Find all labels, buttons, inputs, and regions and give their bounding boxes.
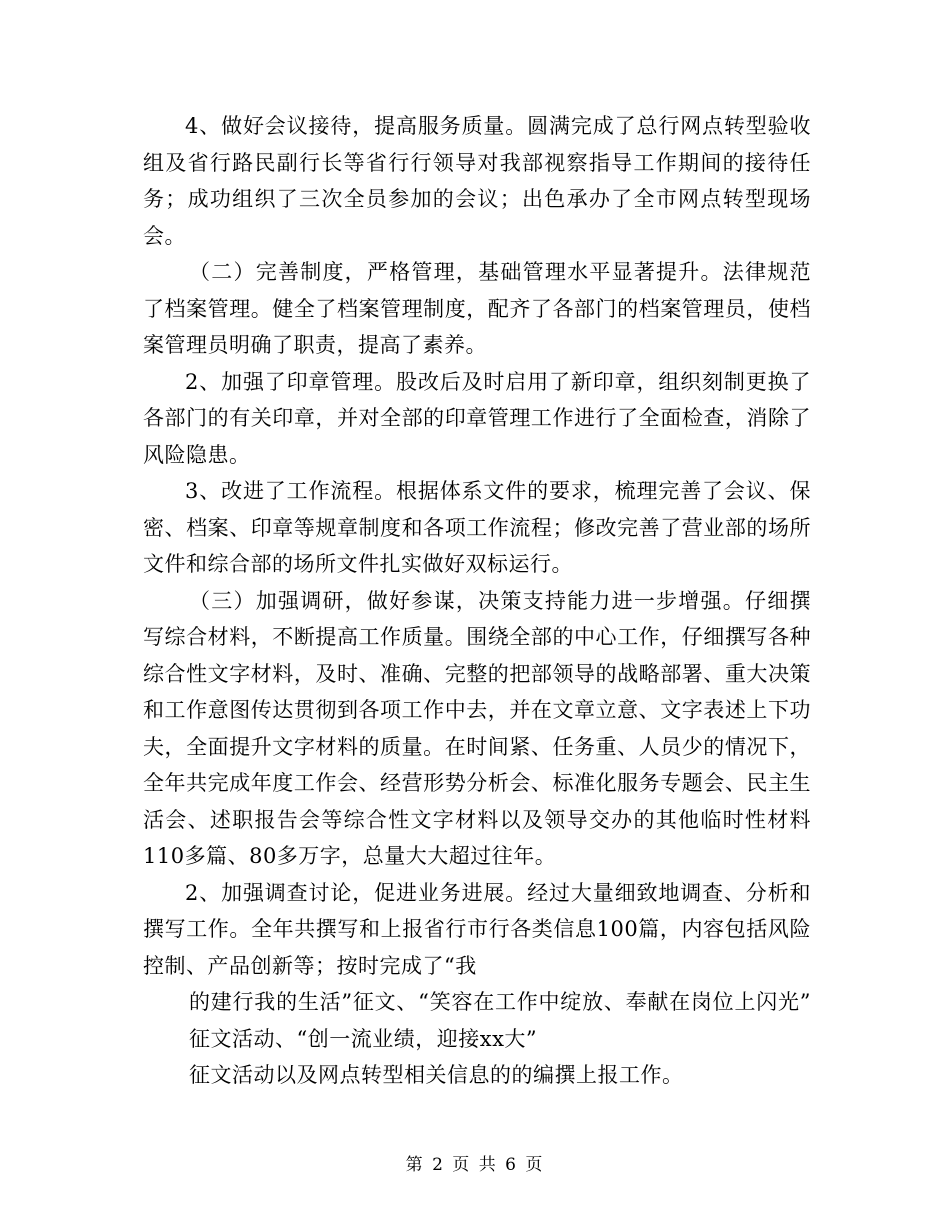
paragraph-essay-closing: 征文活动以及网点转型相关信息的的编撰上报工作。 [189, 1063, 684, 1087]
paragraph-essay-activities: 的建行我的生活”征文、“笑容在工作中绽放、奉献在岗位上闪光” 征文活动、“创一流业绩，迎接xx大” [189, 990, 811, 1051]
paragraph-system-management: （二）完善制度，严格管理，基础管理水平显著提升。法律规范了档案管理。健全了档案管理制度，配齐了各部门的档案管理员，使档案管理员明确了职责，提高了素养。 [143, 260, 811, 357]
paragraph-meeting-reception: 4、做好会议接待，提高服务质量。圆满完成了总行网点转型验收组及省行路民副行长等省行行领导对我部视察指导工作期间的接待任务；成功组织了三次全员参加的会议；出色承办了全市网点转型现场会。 [143, 114, 811, 248]
paragraph-research: （三）加强调研，做好参谋，决策支持能力进一步增强。仔细撰写综合材料，不断提高工作质量。围绕全部的中心工作，仔细撰写各种综合性文字材料，及时、准确、完整的把部领导的战略部署、重大决策和工作意图传达贯彻到各项工作中去，并在文章立意、文字表述上下功夫，全面提升文字材料的质量。在时间紧、任务重、人员少的情况下，全年共完成年度工作会、经营形势分析会、标准化服务专题会、民主生活会、述职报告会等综合性文字材料以及领导交办的其他临时性材料110多篇、80多万字，总量大大超过往年。 [143, 588, 811, 868]
paragraph-seal-management: 2、加强了印章管理。股改后及时启用了新印章，组织刻制更换了各部门的有关印章，并对全部的印章管理工作进行了全面检查，消除了风险隐患。 [143, 369, 811, 467]
page-number-footer: 第 2 页 共 6 页 [405, 1155, 545, 1175]
paragraph-workflow: 3、改进了工作流程。根据体系文件的要求，梳理完善了会议、保密、档案、印章等规章制度和各项工作流程；修改完善了营业部的场所文件和综合部的场所文件扎实做好双标运行。 [143, 479, 811, 576]
paragraph-investigation: 2、加强调查讨论，促进业务进展。经过大量细致地调查、分析和撰写工作。全年共撰写和上报省行市行各类信息100篇，内容包括风险控制、产品创新等；按时完成了“我 [143, 880, 811, 978]
document-body [143, 108, 811, 1094]
